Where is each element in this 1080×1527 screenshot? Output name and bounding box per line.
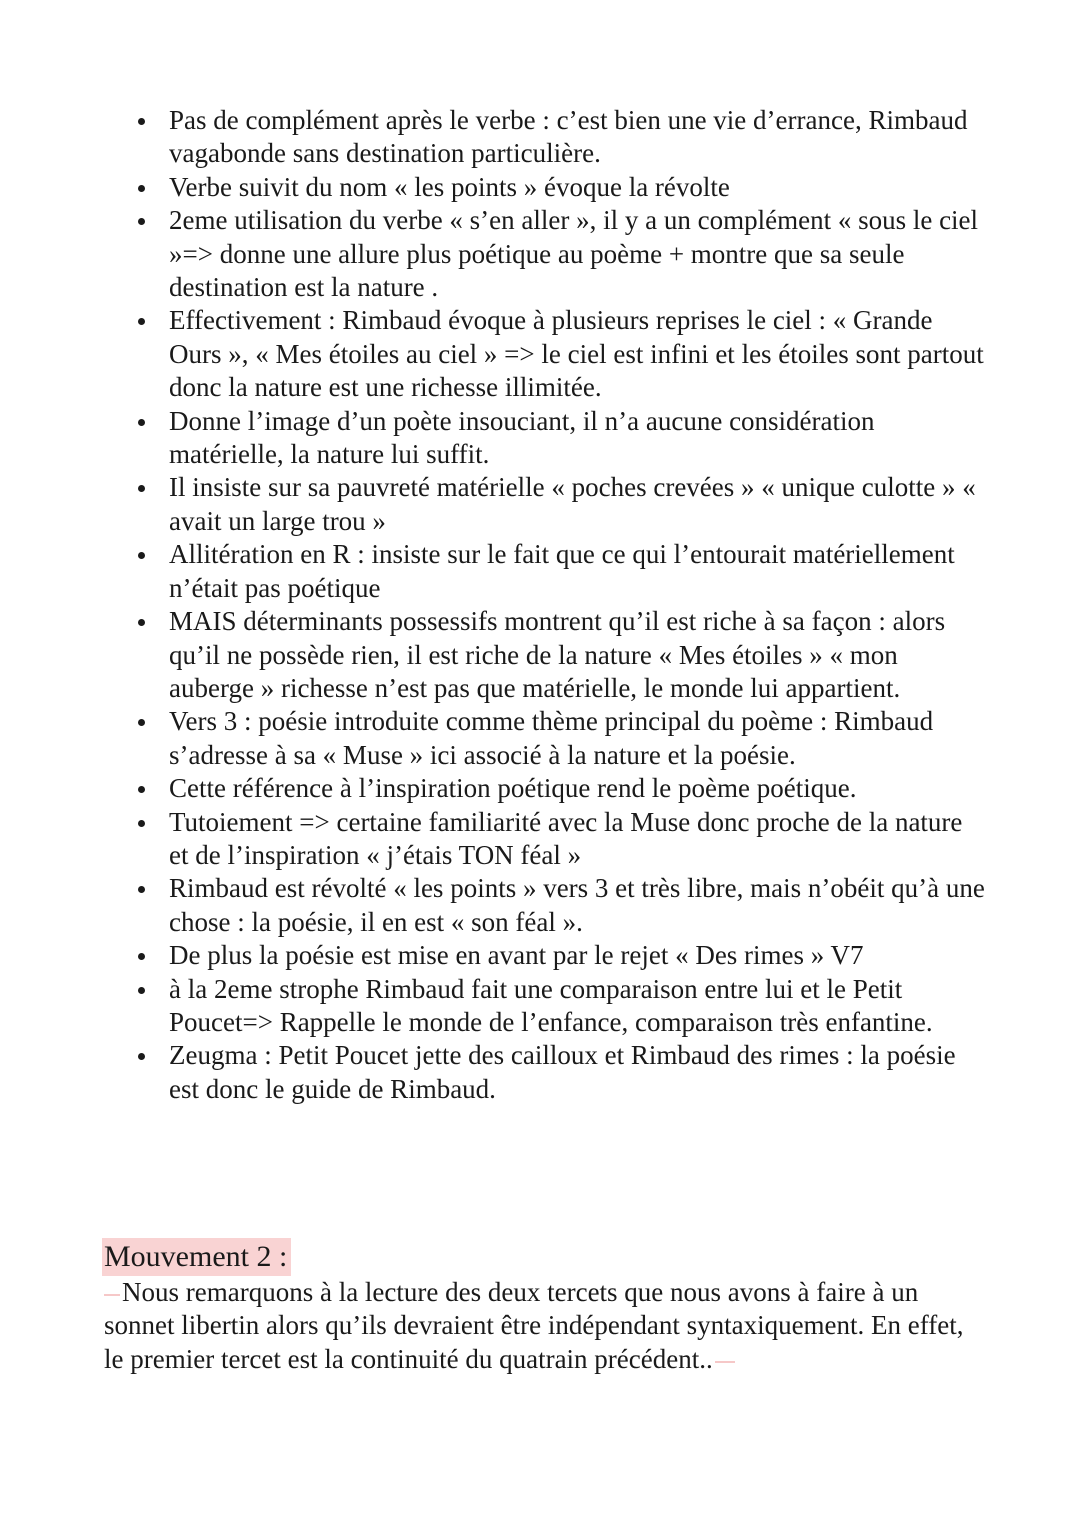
list-item <box>125 705 985 772</box>
list-item <box>125 605 985 705</box>
list-item-text: Tutoiement => certaine familiarité avec la Muse donc proche de la nature et de l’inspiration « j’étais TON féal » <box>169 806 963 870</box>
highlight-mark <box>104 1294 120 1296</box>
bullet-icon <box>138 886 145 893</box>
list-item <box>125 973 985 1040</box>
list-item-text: Effectivement : Rimbaud évoque à plusieurs reprises le ciel : « Grande Ours », « Mes étoiles au ciel » => le ciel est infini et les étoiles sont partout donc la nature est une richesse illimitée. <box>169 305 984 403</box>
bullet-list <box>125 104 985 1106</box>
section-paragraph <box>104 1276 984 1376</box>
list-item-text: Vers 3 : poésie introduite comme thème principal du poème : Rimbaud s’adresse à sa « Muse » ici associé à la nature et la poésie. <box>169 706 934 770</box>
list-item-text: MAIS déterminants possessifs montrent qu’il est riche à sa façon : alors qu’il ne possède rien, il est riche de la nature « Mes étoiles » « mon auberge » richesse n’est pas que matérielle, le monde lui appartient. <box>169 606 946 703</box>
list-item <box>125 204 985 304</box>
list-item-text: Il insiste sur sa pauvreté matérielle « poches crevées » « unique culotte » « avait un large trou » <box>169 472 976 536</box>
list-item <box>125 1039 985 1106</box>
bullet-icon <box>138 953 145 960</box>
list-item <box>125 171 985 204</box>
bullet-icon <box>138 318 145 325</box>
bullet-icon <box>138 1053 145 1060</box>
list-item-text: De plus la poésie est mise en avant par le rejet « Des rimes » V7 <box>169 940 864 971</box>
highlight-mark <box>715 1361 735 1363</box>
list-item <box>125 872 985 939</box>
section-heading: Mouvement 2 : <box>102 1238 291 1276</box>
bullet-icon <box>138 218 145 225</box>
list-item-text: 2eme utilisation du verbe « s’en aller », il y a un complément « sous le ciel »=> donne une allure plus poétique au poème + montre que sa seule destination est la nature . <box>169 205 979 303</box>
list-item <box>125 538 985 605</box>
list-item-text: Rimbaud est révolté « les points » vers 3 et très libre, mais n’obéit qu’à une chose : la poésie, il en est « son féal ». <box>169 873 985 937</box>
list-item <box>125 405 985 472</box>
list-item-text: à la 2eme strophe Rimbaud fait une comparaison entre lui et le Petit Poucet=> Rappelle le monde de l’enfance, comparaison très enfantine. <box>169 973 933 1037</box>
list-item <box>125 304 985 404</box>
list-item-text: Cette référence à l’inspiration poétique rend le poème poétique. <box>169 773 857 804</box>
list-item <box>125 939 985 972</box>
bullet-icon <box>138 552 145 559</box>
bullet-icon <box>138 485 145 492</box>
paragraph-text: Nous remarquons à la lecture des deux tercets que nous avons à faire à un sonnet libertin alors qu’ils devraient être indépendant syntaxiquement. En effet, le premier tercet est la continuité du quatrain précédent.. <box>104 1277 964 1374</box>
bullet-icon <box>138 719 145 726</box>
list-item-text: Verbe suivit du nom « les points » évoque la révolte <box>169 171 730 202</box>
bullet-icon <box>138 118 145 125</box>
bullet-icon <box>138 987 145 994</box>
list-item-text: Allitération en R : insiste sur le fait que ce qui l’entourait matériellement n’était pas poétique <box>169 539 955 603</box>
list-item-text: Donne l’image d’un poète insouciant, il n’a aucune considération matérielle, la nature lui suffit. <box>169 405 875 470</box>
bullet-icon <box>138 419 145 426</box>
bullet-icon <box>138 185 145 192</box>
bullet-icon <box>138 619 145 626</box>
list-item-text: Pas de complément après le verbe : c’est bien une vie d’errance, Rimbaud vagabonde sans destination particulière. <box>169 105 968 169</box>
bullet-icon <box>138 786 145 793</box>
bullet-icon <box>138 820 145 827</box>
list-item <box>125 806 985 873</box>
list-item-text: Zeugma : Petit Poucet jette des cailloux et Rimbaud des rimes : la poésie est donc le guide de Rimbaud. <box>169 1040 956 1104</box>
list-item <box>125 471 985 538</box>
list-item <box>125 104 985 171</box>
list-item <box>125 772 985 805</box>
